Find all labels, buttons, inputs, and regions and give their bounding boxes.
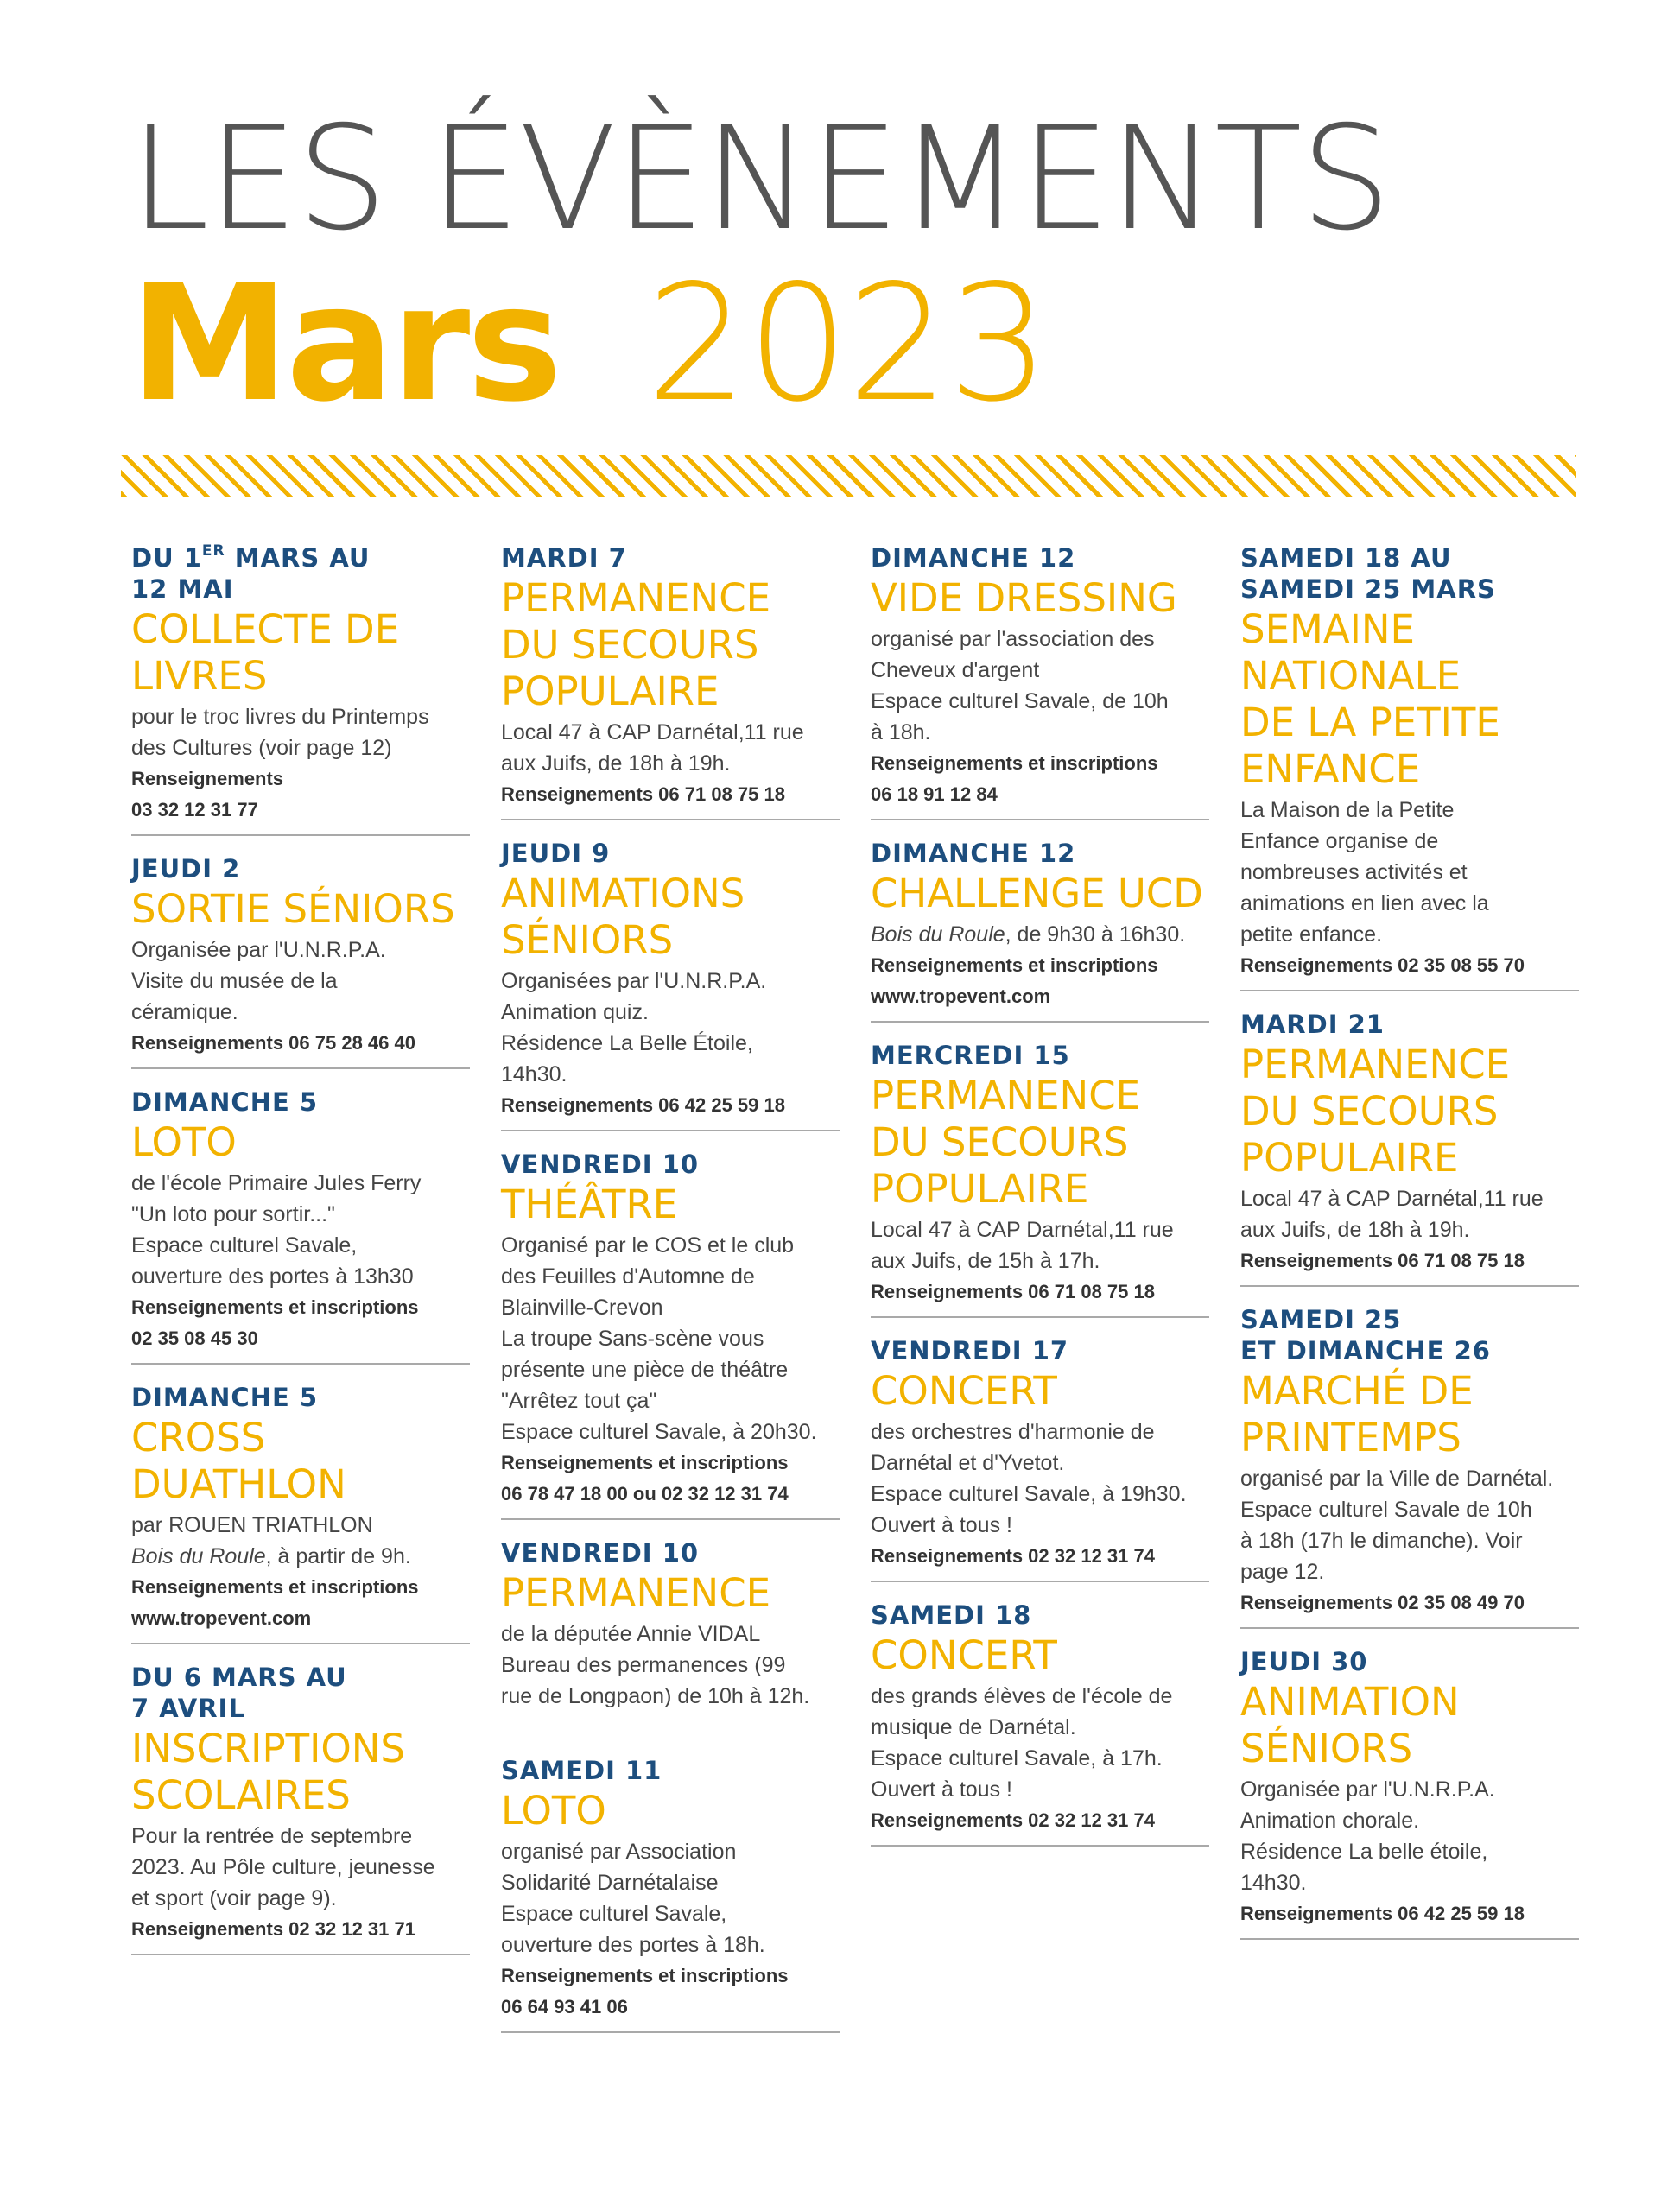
event-title-line: SÉNIORS <box>501 917 674 963</box>
event-item <box>871 1040 1209 1318</box>
event-date <box>1240 1009 1579 1040</box>
event-description-line: organisé par Association <box>501 1840 737 1864</box>
event-info-line: 03 32 12 31 77 <box>131 799 258 820</box>
page-title: LES ÉVÈNEMENTS <box>130 96 1390 263</box>
event-title-line: DUATHLON <box>131 1461 346 1507</box>
event-info-line: 02 35 08 45 30 <box>131 1327 258 1349</box>
event-description <box>871 1416 1209 1541</box>
event-description-line: Local 47 à CAP Darnétal,11 rue <box>501 720 804 744</box>
event-date <box>501 1149 840 1180</box>
event-title <box>501 1182 840 1228</box>
event-description-line: "Arrêtez tout ça" <box>501 1389 657 1413</box>
event-title-line: LIVRES <box>131 653 268 699</box>
event-description-line: petite enfance. <box>1240 922 1383 947</box>
event-description-line: Bureau des permanences (99 <box>501 1653 786 1677</box>
event-date <box>871 838 1209 869</box>
event-description-line: Darnétal et d'Yvetot. <box>871 1451 1065 1475</box>
event-info <box>1240 950 1579 981</box>
event-info <box>871 1541 1209 1572</box>
event-description <box>871 1681 1209 1805</box>
event-description-line: Animation chorale. <box>1240 1809 1420 1833</box>
event-info-line: Renseignements et inscriptions <box>131 1296 419 1318</box>
event-description <box>1240 1463 1579 1587</box>
event-info <box>501 1448 840 1510</box>
event-title-line: PERMANENCE <box>1240 1042 1511 1087</box>
event-description-line: Espace culturel Savale, à 17h. <box>871 1746 1163 1771</box>
event-info-line: 06 78 47 18 00 ou 02 32 12 31 74 <box>501 1483 789 1505</box>
event-description-line: présente une pièce de théâtre <box>501 1358 789 1382</box>
event-info-line: Renseignements et inscriptions <box>501 1452 789 1473</box>
event-description <box>501 966 840 1090</box>
event-title <box>871 1073 1209 1213</box>
event-date-line: MARDI 7 <box>501 543 627 573</box>
event-description <box>871 919 1209 950</box>
event-date-line: JEUDI 30 <box>1240 1647 1368 1676</box>
page-year: 2023 <box>646 250 1049 437</box>
event-date <box>131 1382 470 1413</box>
event-date <box>871 1040 1209 1071</box>
event-title-line: SORTIE SÉNIORS <box>131 886 455 932</box>
event-info-line: 06 18 91 12 84 <box>871 783 998 805</box>
event-item <box>501 542 840 820</box>
event-description-line: aux Juifs, de 18h à 19h. <box>1240 1218 1470 1242</box>
event-info-line: www.tropevent.com <box>131 1607 312 1629</box>
event-info <box>501 779 840 810</box>
event-title <box>871 1632 1209 1679</box>
event-title <box>501 871 840 964</box>
event-description-line: aux Juifs, de 18h à 19h. <box>501 751 731 776</box>
event-title-line: DU SECOURS <box>871 1119 1129 1165</box>
event-title-line: ENFANCE <box>1240 746 1421 792</box>
event-description <box>131 1168 470 1292</box>
event-description-line: Espace culturel Savale, à 20h30. <box>501 1420 817 1444</box>
event-date <box>501 1755 840 1786</box>
event-description <box>131 1510 470 1572</box>
event-description-line: Organisées par l'U.N.R.P.A. <box>501 969 767 993</box>
event-description-line: Organisée par l'U.N.R.P.A. <box>1240 1777 1495 1802</box>
event-item <box>871 1335 1209 1582</box>
event-date <box>131 1086 470 1118</box>
event-item <box>131 1086 470 1365</box>
event-description-line: Enfance organise de <box>1240 829 1439 853</box>
event-description-line: Local 47 à CAP Darnétal,11 rue <box>871 1218 1174 1242</box>
event-description-line: Solidarité Darnétalaise <box>501 1871 719 1895</box>
event-description <box>131 1821 470 1914</box>
event-item <box>1240 1009 1579 1287</box>
event-description-line: de la députée Annie VIDAL <box>501 1622 761 1646</box>
event-description-line: des grands élèves de l'école de <box>871 1684 1173 1708</box>
event-info-line: Renseignements 06 42 25 59 18 <box>1240 1903 1525 1924</box>
event-title <box>131 1119 470 1166</box>
event-description-line: Blainville-Crevon <box>501 1296 663 1320</box>
event-title <box>1240 1042 1579 1182</box>
event-info <box>871 748 1209 810</box>
event-title-line: COLLECTE DE <box>131 606 400 652</box>
event-date-line: DIMANCHE 5 <box>131 1383 319 1412</box>
event-description-line: musique de Darnétal. <box>871 1715 1076 1739</box>
event-title <box>501 1570 840 1617</box>
event-info <box>871 1277 1209 1308</box>
event-title-line: LOTO <box>131 1119 237 1165</box>
event-description-line: organisé par la Ville de Darnétal. <box>1240 1467 1554 1491</box>
event-info <box>871 950 1209 1012</box>
event-info-line: Renseignements et inscriptions <box>871 954 1158 976</box>
event-description-line: à 18h. <box>871 720 931 744</box>
event-title-line: THÉÂTRE <box>501 1182 678 1227</box>
event-date-line: SAMEDI 18 <box>871 1600 1032 1630</box>
event-description-line: Local 47 à CAP Darnétal,11 rue <box>1240 1187 1544 1211</box>
event-description-line: Cheveux d'argent <box>871 658 1040 682</box>
event-title-line: POPULAIRE <box>501 668 720 714</box>
event-item <box>501 1149 840 1520</box>
event-date-line: SAMEDI 11 <box>501 1756 662 1785</box>
event-description <box>501 717 840 779</box>
decorative-stripe-band <box>121 455 1576 497</box>
event-info-line: Renseignements 02 35 08 55 70 <box>1240 954 1525 976</box>
event-description-line: Ouvert à tous ! <box>871 1513 1012 1537</box>
event-date-line: JEUDI 9 <box>501 839 611 868</box>
event-date <box>871 1600 1209 1631</box>
event-date <box>871 542 1209 573</box>
event-description-line: Espace culturel Savale, de 10h <box>871 689 1169 713</box>
event-info-line: www.tropevent.com <box>871 985 1051 1007</box>
event-description <box>1240 1774 1579 1898</box>
event-description-line: ouverture des portes à 18h. <box>501 1933 765 1957</box>
event-info <box>871 1805 1209 1836</box>
events-column-1 <box>131 542 470 1973</box>
event-title-line: CROSS <box>131 1415 266 1460</box>
event-item <box>1240 1304 1579 1629</box>
event-info <box>131 763 470 826</box>
event-date <box>1240 1646 1579 1677</box>
event-title-line: INSCRIPTIONS <box>131 1726 405 1771</box>
event-info <box>131 1572 470 1634</box>
event-date-line: DIMANCHE 5 <box>131 1087 319 1117</box>
event-title-line: DU SECOURS <box>1240 1088 1499 1134</box>
event-date <box>501 542 840 573</box>
event-title <box>131 606 470 700</box>
event-title <box>1240 1368 1579 1461</box>
event-date-line: DU 6 MARS AU <box>131 1663 347 1692</box>
event-item <box>501 1537 840 1720</box>
event-date-line: VENDREDI 10 <box>501 1150 700 1179</box>
event-date <box>871 1335 1209 1366</box>
event-date-line: 12 MAI <box>131 574 234 604</box>
event-description <box>871 1214 1209 1277</box>
event-title-line: SÉNIORS <box>1240 1726 1413 1771</box>
event-item <box>871 1600 1209 1847</box>
event-title-line: PRINTEMPS <box>1240 1415 1461 1460</box>
event-item <box>131 1662 470 1955</box>
event-title <box>131 1415 470 1508</box>
event-date-line: SAMEDI 25 <box>1240 1305 1402 1334</box>
event-description <box>131 701 470 763</box>
event-description-line: organisé par l'association des <box>871 627 1155 651</box>
event-description <box>501 1836 840 1961</box>
event-item <box>871 838 1209 1023</box>
event-info-line: Renseignements 06 75 28 46 40 <box>131 1032 415 1054</box>
event-info-line: Renseignements 06 42 25 59 18 <box>501 1094 785 1116</box>
event-info-line: Renseignements <box>131 768 284 789</box>
event-title-line: PERMANENCE <box>501 1570 771 1616</box>
event-title-line: PERMANENCE <box>501 575 771 621</box>
events-column-3 <box>871 542 1209 1864</box>
event-date <box>131 1662 470 1724</box>
event-title-line: POPULAIRE <box>871 1166 1089 1212</box>
event-item <box>501 838 840 1131</box>
event-description <box>501 1619 840 1712</box>
event-description <box>1240 1183 1579 1245</box>
event-description-line: Animation quiz. <box>501 1000 649 1024</box>
event-description-line: des orchestres d'harmonie de <box>871 1420 1155 1444</box>
event-item <box>1240 542 1579 991</box>
event-title-line: LOTO <box>501 1788 606 1834</box>
event-title <box>131 886 470 933</box>
event-title <box>871 575 1209 622</box>
event-title-line: CHALLENGE UCD <box>871 871 1203 916</box>
event-title-line: VIDE DRESSING <box>871 575 1177 621</box>
event-date <box>501 838 840 869</box>
event-description-line: Bois du Roule, à partir de 9h. <box>131 1544 411 1568</box>
event-date-line: DIMANCHE 12 <box>871 543 1076 573</box>
event-date <box>1240 542 1579 605</box>
event-info-line: Renseignements et inscriptions <box>501 1965 789 1986</box>
event-item <box>131 853 470 1069</box>
event-description-line: La troupe Sans-scène vous <box>501 1327 764 1351</box>
event-description <box>871 624 1209 748</box>
event-title-line: MARCHÉ DE <box>1240 1368 1474 1414</box>
event-date-line: VENDREDI 17 <box>871 1336 1069 1365</box>
event-date <box>131 542 470 605</box>
event-title <box>131 1726 470 1819</box>
event-info <box>1240 1245 1579 1277</box>
event-info-line: Renseignements et inscriptions <box>131 1576 419 1598</box>
event-description-line: Visite du musée de la <box>131 969 338 993</box>
event-item <box>501 1755 840 2033</box>
event-title-line: ANIMATIONS <box>501 871 745 916</box>
event-date <box>131 853 470 884</box>
event-title-line: SCOLAIRES <box>131 1772 351 1818</box>
event-description-line: des Feuilles d'Automne de <box>501 1264 755 1289</box>
event-description-line: 2023. Au Pôle culture, jeunesse <box>131 1855 435 1879</box>
event-description-line: Organisé par le COS et le club <box>501 1233 795 1258</box>
event-description-line: ouverture des portes à 13h30 <box>131 1264 414 1289</box>
page-month: Mars <box>130 250 560 437</box>
event-info-line: Renseignements 02 32 12 31 71 <box>131 1918 415 1940</box>
event-info <box>131 1292 470 1354</box>
event-description <box>131 934 470 1028</box>
event-info-line: Renseignements 02 32 12 31 74 <box>871 1809 1155 1831</box>
event-item <box>131 542 470 836</box>
event-description <box>501 1230 840 1448</box>
event-date-line: MERCREDI 15 <box>871 1041 1070 1070</box>
event-date <box>1240 1304 1579 1366</box>
event-info-line: Renseignements 06 71 08 75 18 <box>501 783 785 805</box>
event-description-line: par ROUEN TRIATHLON <box>131 1513 373 1537</box>
event-description-line: Organisée par l'U.N.R.P.A. <box>131 938 386 962</box>
event-title-line: PERMANENCE <box>871 1073 1141 1118</box>
event-info-line: 06 64 93 41 06 <box>501 1996 628 2018</box>
event-description-line: Espace culturel Savale, <box>131 1233 358 1258</box>
event-description-line: de l'école Primaire Jules Ferry <box>131 1171 422 1195</box>
event-date-line: VENDREDI 10 <box>501 1538 700 1568</box>
event-description-line: Pour la rentrée de septembre <box>131 1824 413 1848</box>
event-info-line: Renseignements 06 71 08 75 18 <box>871 1281 1155 1302</box>
event-info-line: Renseignements 02 35 08 49 70 <box>1240 1592 1525 1613</box>
event-description-line: pour le troc livres du Printemps <box>131 705 429 729</box>
event-info <box>131 1028 470 1059</box>
event-info <box>501 1961 840 2023</box>
event-item <box>1240 1646 1579 1940</box>
event-description-line: Bois du Roule, de 9h30 à 16h30. <box>871 922 1186 947</box>
event-date-line: ET DIMANCHE 26 <box>1240 1336 1491 1365</box>
event-info <box>1240 1587 1579 1619</box>
event-title <box>1240 606 1579 793</box>
event-title <box>501 575 840 715</box>
event-description-line: Espace culturel Savale de 10h <box>1240 1498 1532 1522</box>
event-info <box>501 1090 840 1121</box>
event-description-line: 14h30. <box>1240 1871 1307 1895</box>
event-description-line: à 18h (17h le dimanche). Voir <box>1240 1529 1523 1553</box>
event-description <box>1240 795 1579 950</box>
event-title <box>501 1788 840 1834</box>
event-info-line: Renseignements et inscriptions <box>871 752 1158 774</box>
event-item <box>131 1382 470 1644</box>
event-description-line: céramique. <box>131 1000 238 1024</box>
event-description-line: Espace culturel Savale, <box>501 1902 727 1926</box>
event-date-line: DIMANCHE 12 <box>871 839 1076 868</box>
event-description-line: page 12. <box>1240 1560 1325 1584</box>
event-title <box>1240 1679 1579 1772</box>
event-date <box>501 1537 840 1568</box>
event-title-line: POPULAIRE <box>1240 1135 1459 1181</box>
event-description-line: aux Juifs, de 15h à 17h. <box>871 1249 1100 1273</box>
event-description-line: Ouvert à tous ! <box>871 1777 1012 1802</box>
event-title-line: SEMAINE <box>1240 606 1415 652</box>
event-description-line: Espace culturel Savale, à 19h30. <box>871 1482 1187 1506</box>
event-date-line: 7 AVRIL <box>131 1694 245 1723</box>
event-title-line: CONCERT <box>871 1632 1057 1678</box>
event-description-line: La Maison de la Petite <box>1240 798 1455 822</box>
event-item <box>871 542 1209 820</box>
event-date-line: DU 1ER MARS AU <box>131 542 371 573</box>
event-description-line: des Cultures (voir page 12) <box>131 736 392 760</box>
event-description-line: rue de Longpaon) de 10h à 12h. <box>501 1684 810 1708</box>
event-description-line: animations en lien avec la <box>1240 891 1489 915</box>
event-info-line: Renseignements 06 71 08 75 18 <box>1240 1250 1525 1271</box>
event-title-line: DE LA PETITE <box>1240 700 1500 745</box>
event-description-line: "Un loto pour sortir..." <box>131 1202 335 1226</box>
event-title-line: NATIONALE <box>1240 653 1461 699</box>
events-column-4 <box>1240 542 1579 1957</box>
event-title-line: DU SECOURS <box>501 622 759 668</box>
event-info-line: Renseignements 02 32 12 31 74 <box>871 1545 1155 1567</box>
events-column-2 <box>501 542 840 2050</box>
event-date-line: SAMEDI 25 MARS <box>1240 574 1496 604</box>
event-title <box>871 1368 1209 1415</box>
event-description-line: 14h30. <box>501 1062 567 1086</box>
event-description-line: nombreuses activités et <box>1240 860 1468 884</box>
event-title-line: ANIMATION <box>1240 1679 1460 1725</box>
event-description-line: Résidence La belle étoile, <box>1240 1840 1488 1864</box>
event-date-line: MARDI 21 <box>1240 1010 1385 1039</box>
event-date-line: JEUDI 2 <box>131 854 241 884</box>
event-info <box>131 1914 470 1945</box>
event-info <box>1240 1898 1579 1929</box>
event-title-line: CONCERT <box>871 1368 1057 1414</box>
event-title <box>871 871 1209 917</box>
event-date-line: SAMEDI 18 AU <box>1240 543 1452 573</box>
event-description-line: Résidence La Belle Étoile, <box>501 1031 753 1055</box>
event-description-line: et sport (voir page 9). <box>131 1886 337 1910</box>
